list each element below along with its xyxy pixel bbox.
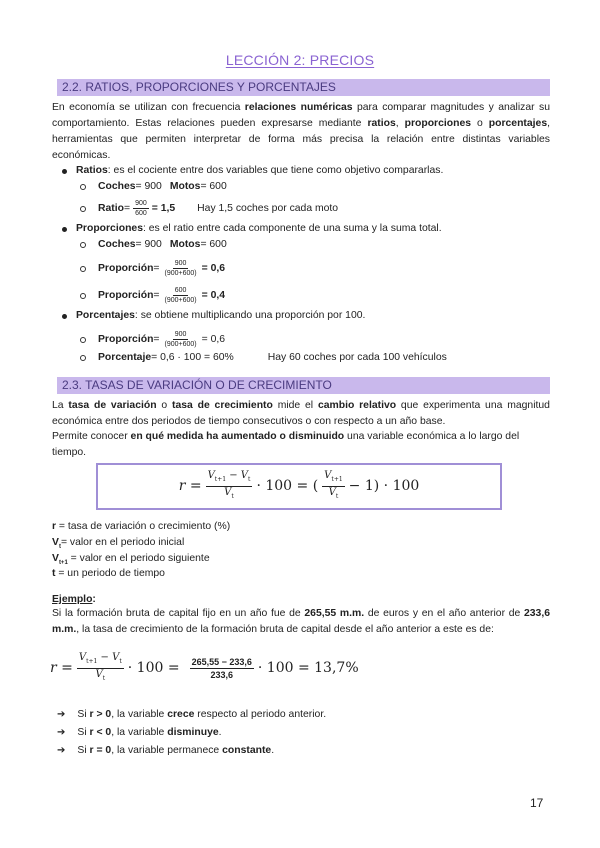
growth-rate-formula: r = $\frac{V_{t+1} - V_t}{V_t}$ · 100 = ( $\frac{V_{t+1}}{V_t}$ − 1) · 100 [179, 470, 420, 503]
intro-paragraph: En economía se utilizan con frecuencia relaciones numéricas para comparar magnitudes y analizar su comportamiento. Estas relaciones pueden expresarse mediante ratios, proporciones o porcentajes, herramientas que permiten interpretar de forma más precisa la relación entre distintas variables económicas. [52, 102, 550, 161]
section-heading-ratios: 2.2. RATIOS, PROPORCIONES Y PORCENTAJES [57, 79, 550, 96]
proporciones-values: Coches = 900 Motos = 600 [80, 238, 227, 252]
porcentaje-proporcion: Proporción = $\frac{900}{(900+600)}$ = 0,6 [80, 330, 225, 349]
sub-bullet [80, 266, 86, 272]
formula-box [96, 463, 502, 510]
ratios-values: Coches = 900 Motos = 600 [80, 180, 227, 194]
definition-t: t = un periodo de tiempo [52, 568, 165, 579]
section-heading-tasas: 2.3. TASAS DE VARIACIÓN O DE CRECIMIENTO [57, 377, 550, 394]
proporcion-calculation-1: Proporción = $\frac{900}{(900+600)}$ = 0,6 [80, 259, 225, 278]
rule-negative: ➔ Si r < 0, la variable disminuye. [57, 727, 222, 738]
porcentaje-calculation: Porcentaje = 0,6 · 100 = 60% Hay 60 coches por cada 100 vehículos [80, 351, 447, 365]
example-paragraph: Si la formación bruta de capital fijo en un año fue de 265,55 m.m. de euros y en el año anterior de 233,6 m.m., la tasa de crecimiento de la formación bruta de capital desde el año anterior a este es de: [52, 608, 551, 635]
definition-vt1: $V_{t+1}$ = valor en el periodo siguiente [52, 553, 210, 567]
bullet-dot [62, 314, 67, 319]
definition-r: r = tasa de variación o crecimiento (%) [52, 521, 231, 532]
bullet-porcentajes: Porcentajes : se obtiene multiplicando una proporción por 100. [62, 309, 365, 323]
proporcion-calculation-2: Proporción = $\frac{600}{(900+600)}$ = 0,4 [80, 286, 225, 305]
ratio-fraction: $\frac{900}{600}$ [135, 200, 147, 217]
bullet-ratios: Ratios : es el cociente entre dos variables que tiene como objetivo compararlas. [62, 164, 443, 178]
ratio-calculation: Ratio = $\frac{900}{600}$ = 1,5 Hay 1,5 coches por cada moto [80, 199, 338, 218]
tasas-intro-paragraph-2: Permite conocer en qué medida ha aumentado o disminuido una variable económica a lo largo del tiempo. [52, 431, 520, 458]
example-fraction-numeric: $\frac{265,55 - 233,6}{233,6}$ [191, 657, 252, 680]
proporcion-fraction-2: $\frac{600}{(900+600)}$ [164, 287, 197, 304]
example-fraction-symbolic: $\frac{V_{t+1} - V_t}{V_t}$ [78, 652, 122, 682]
sub-bullet [80, 242, 86, 248]
arrow-right-icon: ➔ [57, 709, 66, 720]
proporcion-fraction-1: $\frac{900}{(900+600)}$ [164, 260, 197, 277]
bullet-proporciones: Proporciones : es el ratio entre cada componente de una suma y la suma total. [62, 222, 442, 236]
sub-bullet [80, 293, 86, 299]
rule-zero: ➔ Si r = 0, la variable permanece constante. [57, 745, 275, 756]
example-calculation: r = $\frac{V_{t+1} - V_t}{V_t}$ · 100 = $\frac{265,55 - 233,6}{233,6}$ · 100 = 13,7% [50, 652, 359, 685]
sub-bullet [80, 337, 86, 343]
definition-vt: $V_t=$ valor en el periodo inicial [52, 537, 185, 551]
formula-fraction: $\frac{V_{t+1} - V_t}{V_t}$ [207, 470, 251, 500]
arrow-right-icon: ➔ [57, 727, 66, 738]
formula-fraction-2: $\frac{V_{t+1}}{V_t}$ [324, 470, 343, 500]
arrow-right-icon: ➔ [57, 745, 66, 756]
sub-bullet [80, 206, 86, 212]
page-number: 17 [530, 796, 544, 810]
rule-positive: ➔ Si r > 0, la variable crece respecto al periodo anterior. [57, 709, 327, 720]
tasas-intro-paragraph: La tasa de variación o tasa de crecimiento mide el cambio relativo que experimenta una magnitud económica entre dos periodos de tiempo consecutivos o con respecto a un año base. [52, 400, 550, 427]
page-title: LECCIÓN 2: PRECIOS [225, 52, 375, 68]
bullet-dot [62, 227, 67, 232]
sub-bullet [80, 355, 86, 361]
sub-bullet [80, 184, 86, 190]
bullet-dot [62, 169, 67, 174]
porcentaje-fraction: $\frac{900}{(900+600)}$ [164, 331, 197, 348]
example-label: Ejemplo: [52, 594, 96, 605]
